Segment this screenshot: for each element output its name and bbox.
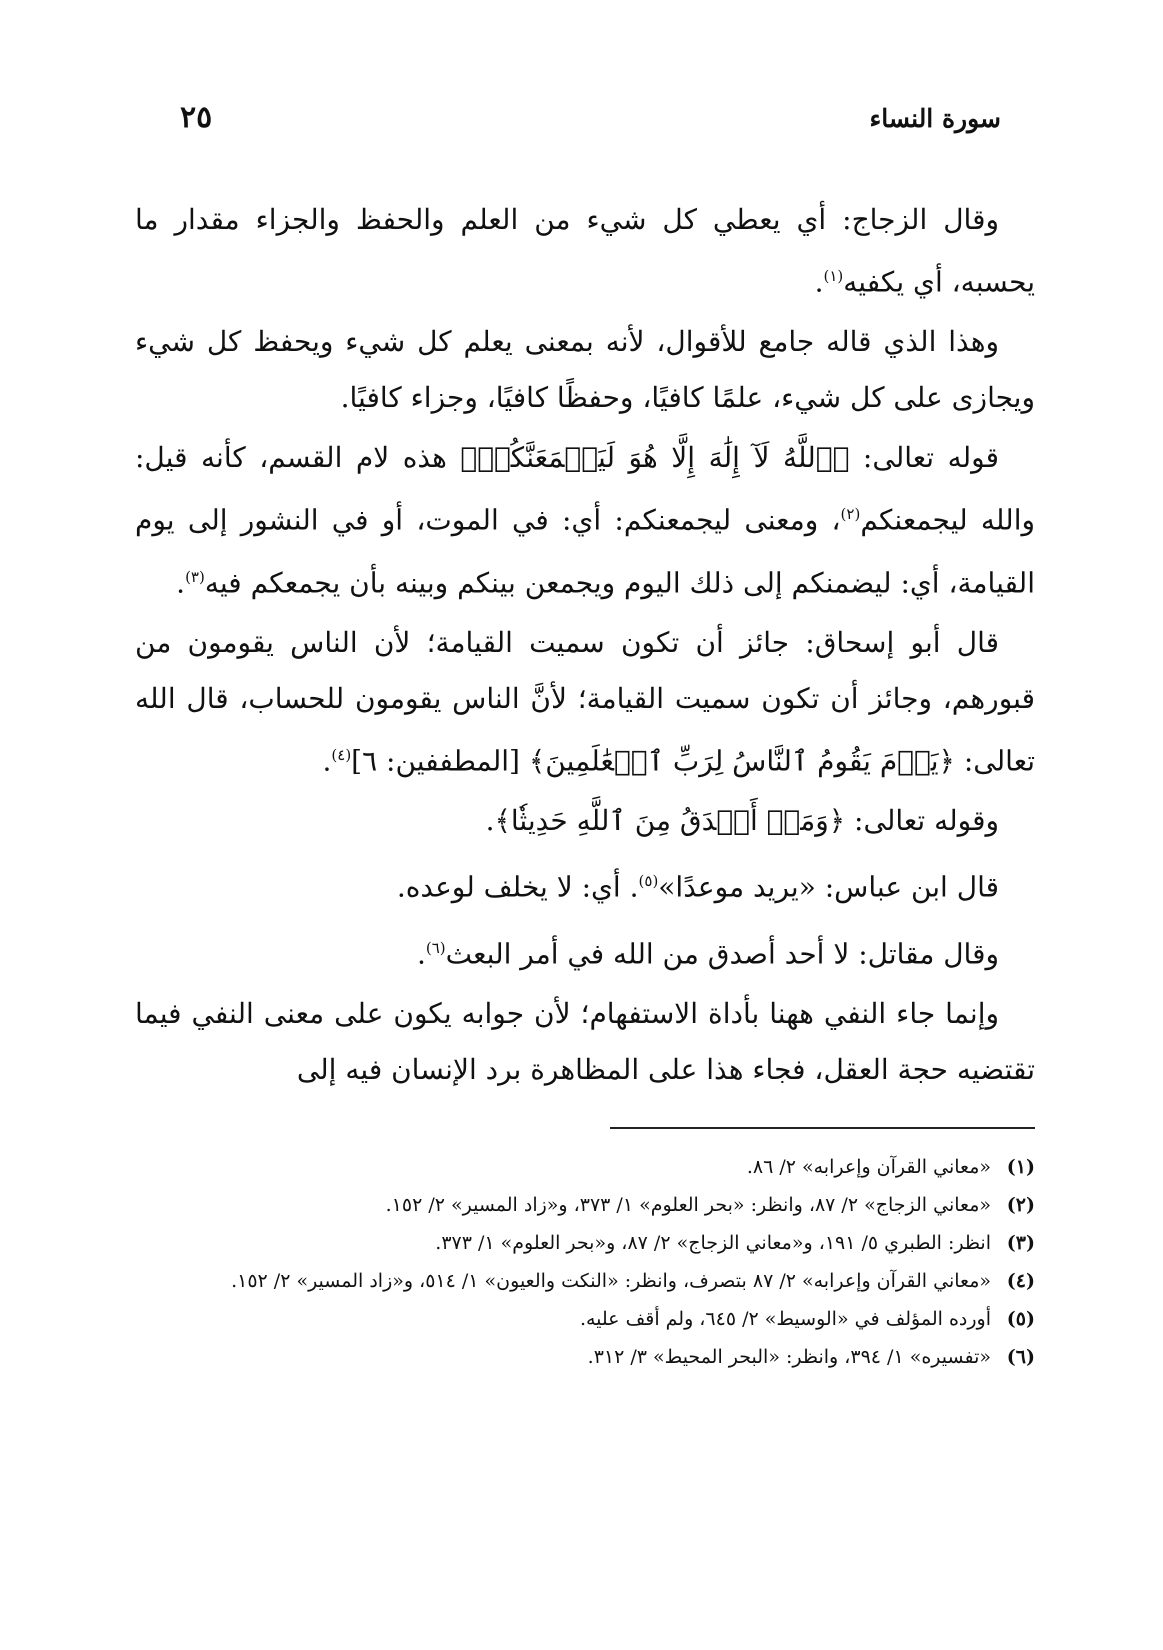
paragraph-2 — [135, 314, 1035, 426]
footnote-ref-4[interactable]: (٤) — [331, 745, 352, 764]
text-run: . — [416, 936, 426, 970]
footnote-separator — [610, 1127, 1035, 1129]
footnote-number: (٢) — [1006, 1194, 1035, 1216]
paragraph-8 — [135, 986, 1035, 1098]
footnote-ref-1[interactable]: (١) — [823, 267, 844, 285]
text-run: وإنما جاء النفي ههنا بأداة الاستفهام؛ لأن جوابه يكون على معنى النفي فيما تقتضيه حجة العقل، فجاء هذا على المظاهرة برد الإنسان فيه إلى — [135, 996, 1035, 1086]
footnote-text: «تفسيره» ١/ ٣٩٤، وانظر: «البحر المحيط» ٣/ ٣١٢. — [587, 1346, 991, 1368]
footnote-text: «معاني القرآن وإعرابه» ٢/ ٨٦. — [746, 1156, 991, 1178]
text-run: وقوله تعالى: ﴿وَمَنۡ أَصۡدَقُ مِنَ ٱللَّهِ حَدِيثٗا﴾. — [485, 804, 999, 838]
paragraph-6 — [135, 853, 1035, 915]
text-run: . — [322, 744, 332, 778]
text-run: . — [176, 565, 186, 599]
text-run: . أي: لا يخلف لوعده. — [396, 870, 639, 904]
text-run: ، ومعنى ليجمعنكم: أي: في الموت، أو في النشور إلى يوم القيامة، أي: ليضمنكم إلى ذلك اليوم ويجمعن بينكم وبينه بأن يجمعكم فيه — [135, 503, 1035, 599]
surah-title: سورة النساء — [869, 104, 1001, 133]
footnote-number: (٦) — [1006, 1346, 1035, 1368]
footnote-ref-3[interactable]: (٣) — [185, 567, 205, 586]
footnote-1 — [130, 1148, 1035, 1186]
footnote-ref-2[interactable]: (٢) — [840, 505, 861, 524]
footnote-2 — [130, 1186, 1035, 1224]
footnote-5 — [130, 1300, 1035, 1338]
paragraph-3 — [135, 430, 1035, 611]
text-run: قال ابن عباس: «يريد موعدًا» — [658, 870, 999, 904]
footnote-4 — [130, 1262, 1035, 1300]
footnote-ref-5[interactable]: (٥) — [638, 872, 659, 891]
page-number: ٢٥ — [180, 100, 213, 135]
footnote-number: (٣) — [1006, 1232, 1035, 1254]
footnote-number: (٤) — [1006, 1270, 1035, 1292]
text-run: قال أبو إسحاق: جائز أن تكون سميت القيامة؛ لأن الناس يقومون من قبورهم، وجائز أن تكون سميت القيامة؛ لأنَّ الناس يقومون للحساب، قال الله تعالى: ﴿يَوۡمَ يَقُومُ ٱلنَّاسُ لِرَبِّ ٱلۡعَٰلَمِينَ﴾ [المطففين: ٦] — [135, 625, 1035, 778]
paragraph-7 — [135, 920, 1035, 982]
footnotes — [130, 1148, 1035, 1376]
footnote-number: (١) — [1006, 1156, 1035, 1178]
footnote-6 — [130, 1338, 1035, 1376]
footnote-ref-6[interactable]: (٦) — [425, 938, 446, 957]
text-run: . — [814, 265, 824, 299]
footnote-text: انظر: الطبري ٥/ ١٩١، و«معاني الزجاج» ٢/ ٨٧، و«بحر العلوم» ١/ ٣٧٣. — [435, 1232, 991, 1254]
footnote-number: (٥) — [1006, 1308, 1035, 1330]
text-run: قوله تعالى: ﴿ٱللَّهُ لَآ إِلَٰهَ إِلَّا هُوَ لَيَجۡمَعَنَّكُمۡ﴾ هذه لام القسم، كأنه قيل: والله ليجمعنكم — [135, 441, 1035, 537]
footnote-text: «معاني القرآن وإعرابه» ٢/ ٨٧ بتصرف، وانظر: «النكت والعيون» ١/ ٥١٤، و«زاد المسير» ٢/ ١٥٢. — [231, 1270, 991, 1292]
footnote-text: «معاني الزجاج» ٢/ ٨٧، وانظر: «بحر العلوم» ١/ ٣٧٣، و«زاد المسير» ٢/ ١٥٢. — [385, 1194, 991, 1216]
footnote-text: أورده المؤلف في «الوسيط» ٢/ ٦٤٥، ولم أقف عليه. — [579, 1308, 991, 1330]
text-run: وهذا الذي قاله جامع للأقوال، لأنه بمعنى يعلم كل شيء ويحفظ كل شيء ويجازى على كل شيء، علمًا كافيًا، وحفظًا كافيًا، وجزاء كافيًا. — [135, 325, 1035, 415]
main-text — [135, 192, 1035, 1102]
paragraph-1 — [135, 192, 1035, 310]
text-run: وقال الزجاج: أي يعطي كل شيء من العلم والحفظ والجزاء مقدار ما يحسبه، أي يكفيه — [135, 203, 1035, 299]
paragraph-4 — [135, 615, 1035, 789]
page-header — [180, 100, 1001, 148]
paragraph-5 — [135, 793, 1035, 849]
footnote-3 — [130, 1224, 1035, 1262]
text-run: وقال مقاتل: لا أحد أصدق من الله في أمر البعث — [445, 936, 999, 970]
